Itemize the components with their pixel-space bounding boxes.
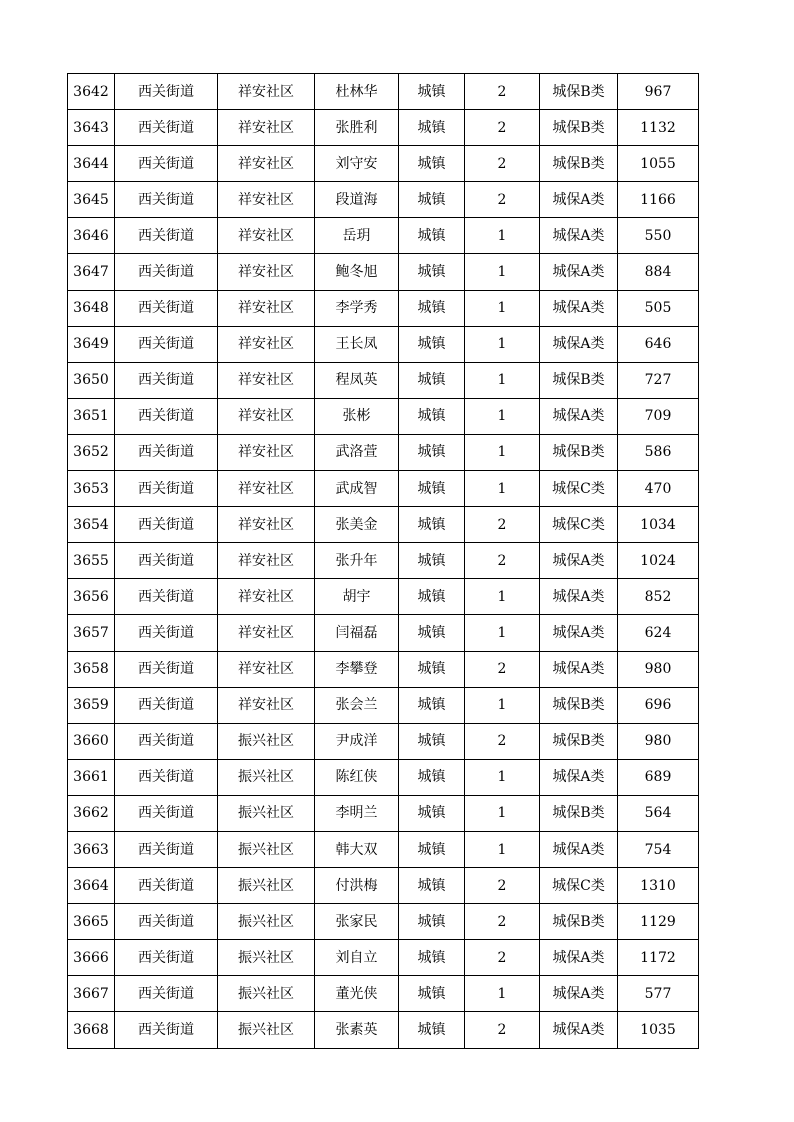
household-size-cell: 2 xyxy=(465,507,540,543)
community-cell: 祥安社区 xyxy=(218,146,315,182)
area-type-cell: 城镇 xyxy=(399,471,465,507)
name-cell: 董光侠 xyxy=(315,976,399,1012)
community-cell: 祥安社区 xyxy=(218,615,315,651)
table-row xyxy=(68,615,699,651)
amount-cell: 564 xyxy=(618,795,699,831)
amount-cell: 577 xyxy=(618,976,699,1012)
subdistrict-cell: 西关街道 xyxy=(115,290,218,326)
name-cell: 胡宇 xyxy=(315,579,399,615)
record-number-cell: 3659 xyxy=(68,687,115,723)
household-size-cell: 1 xyxy=(465,831,540,867)
insurance-category-cell: 城保B类 xyxy=(540,434,618,470)
subdistrict-cell: 西关街道 xyxy=(115,398,218,434)
insurance-category-cell: 城保A类 xyxy=(540,940,618,976)
community-cell: 祥安社区 xyxy=(218,507,315,543)
name-cell: 武成智 xyxy=(315,471,399,507)
subdistrict-cell: 西关街道 xyxy=(115,868,218,904)
amount-cell: 1024 xyxy=(618,543,699,579)
name-cell: 刘自立 xyxy=(315,940,399,976)
name-cell: 王长凤 xyxy=(315,326,399,362)
household-size-cell: 2 xyxy=(465,74,540,110)
subdistrict-cell: 西关街道 xyxy=(115,146,218,182)
table-row xyxy=(68,471,699,507)
subdistrict-cell: 西关街道 xyxy=(115,904,218,940)
household-size-cell: 1 xyxy=(465,471,540,507)
record-number-cell: 3645 xyxy=(68,182,115,218)
amount-cell: 646 xyxy=(618,326,699,362)
community-cell: 祥安社区 xyxy=(218,326,315,362)
table-row xyxy=(68,182,699,218)
household-size-cell: 2 xyxy=(465,651,540,687)
amount-cell: 1166 xyxy=(618,182,699,218)
household-size-cell: 1 xyxy=(465,615,540,651)
subdistrict-cell: 西关街道 xyxy=(115,687,218,723)
community-cell: 祥安社区 xyxy=(218,362,315,398)
household-size-cell: 2 xyxy=(465,543,540,579)
household-size-cell: 2 xyxy=(465,146,540,182)
name-cell: 尹成洋 xyxy=(315,723,399,759)
area-type-cell: 城镇 xyxy=(399,182,465,218)
name-cell: 张素英 xyxy=(315,1012,399,1048)
insurance-category-cell: 城保B类 xyxy=(540,74,618,110)
area-type-cell: 城镇 xyxy=(399,218,465,254)
record-number-cell: 3648 xyxy=(68,290,115,326)
table-row xyxy=(68,868,699,904)
area-type-cell: 城镇 xyxy=(399,759,465,795)
household-size-cell: 2 xyxy=(465,110,540,146)
record-number-cell: 3664 xyxy=(68,868,115,904)
table-row xyxy=(68,651,699,687)
amount-cell: 967 xyxy=(618,74,699,110)
table-row xyxy=(68,904,699,940)
record-number-cell: 3643 xyxy=(68,110,115,146)
household-size-cell: 2 xyxy=(465,1012,540,1048)
subdistrict-cell: 西关街道 xyxy=(115,434,218,470)
table-row xyxy=(68,976,699,1012)
record-number-cell: 3657 xyxy=(68,615,115,651)
table-row xyxy=(68,146,699,182)
amount-cell: 884 xyxy=(618,254,699,290)
subdistrict-cell: 西关街道 xyxy=(115,74,218,110)
record-number-cell: 3665 xyxy=(68,904,115,940)
insurance-category-cell: 城保A类 xyxy=(540,651,618,687)
insurance-category-cell: 城保A类 xyxy=(540,182,618,218)
household-size-cell: 2 xyxy=(465,904,540,940)
community-cell: 振兴社区 xyxy=(218,1012,315,1048)
area-type-cell: 城镇 xyxy=(399,398,465,434)
name-cell: 武洛萱 xyxy=(315,434,399,470)
household-size-cell: 1 xyxy=(465,326,540,362)
area-type-cell: 城镇 xyxy=(399,74,465,110)
name-cell: 张升年 xyxy=(315,543,399,579)
household-size-cell: 1 xyxy=(465,579,540,615)
amount-cell: 1310 xyxy=(618,868,699,904)
insurance-category-cell: 城保A类 xyxy=(540,543,618,579)
area-type-cell: 城镇 xyxy=(399,434,465,470)
amount-cell: 550 xyxy=(618,218,699,254)
community-cell: 振兴社区 xyxy=(218,795,315,831)
subdistrict-cell: 西关街道 xyxy=(115,940,218,976)
household-size-cell: 1 xyxy=(465,398,540,434)
amount-cell: 505 xyxy=(618,290,699,326)
record-number-cell: 3647 xyxy=(68,254,115,290)
name-cell: 张家民 xyxy=(315,904,399,940)
name-cell: 杜林华 xyxy=(315,74,399,110)
amount-cell: 1055 xyxy=(618,146,699,182)
household-size-cell: 2 xyxy=(465,723,540,759)
area-type-cell: 城镇 xyxy=(399,904,465,940)
table-row xyxy=(68,326,699,362)
subdistrict-cell: 西关街道 xyxy=(115,976,218,1012)
insurance-category-cell: 城保B类 xyxy=(540,723,618,759)
table-row xyxy=(68,795,699,831)
amount-cell: 980 xyxy=(618,723,699,759)
household-size-cell: 1 xyxy=(465,759,540,795)
table-row xyxy=(68,687,699,723)
insurance-category-cell: 城保A类 xyxy=(540,615,618,651)
insurance-category-cell: 城保A类 xyxy=(540,254,618,290)
community-cell: 振兴社区 xyxy=(218,759,315,795)
table-row xyxy=(68,579,699,615)
record-number-cell: 3654 xyxy=(68,507,115,543)
record-number-cell: 3660 xyxy=(68,723,115,759)
insurance-category-cell: 城保A类 xyxy=(540,290,618,326)
name-cell: 岳玥 xyxy=(315,218,399,254)
name-cell: 鲍冬旭 xyxy=(315,254,399,290)
amount-cell: 624 xyxy=(618,615,699,651)
community-cell: 振兴社区 xyxy=(218,904,315,940)
community-cell: 祥安社区 xyxy=(218,74,315,110)
area-type-cell: 城镇 xyxy=(399,110,465,146)
record-number-cell: 3655 xyxy=(68,543,115,579)
table-row xyxy=(68,831,699,867)
insurance-category-cell: 城保A类 xyxy=(540,831,618,867)
table-row xyxy=(68,543,699,579)
name-cell: 闫福磊 xyxy=(315,615,399,651)
subdistrict-cell: 西关街道 xyxy=(115,615,218,651)
table-row xyxy=(68,759,699,795)
insurance-category-cell: 城保C类 xyxy=(540,471,618,507)
community-cell: 祥安社区 xyxy=(218,182,315,218)
table-row xyxy=(68,398,699,434)
name-cell: 张会兰 xyxy=(315,687,399,723)
insurance-category-cell: 城保A类 xyxy=(540,1012,618,1048)
name-cell: 陈红侠 xyxy=(315,759,399,795)
area-type-cell: 城镇 xyxy=(399,868,465,904)
name-cell: 张胜利 xyxy=(315,110,399,146)
record-number-cell: 3666 xyxy=(68,940,115,976)
community-cell: 祥安社区 xyxy=(218,579,315,615)
name-cell: 张美金 xyxy=(315,507,399,543)
amount-cell: 1172 xyxy=(618,940,699,976)
name-cell: 李学秀 xyxy=(315,290,399,326)
area-type-cell: 城镇 xyxy=(399,326,465,362)
record-number-cell: 3668 xyxy=(68,1012,115,1048)
community-cell: 祥安社区 xyxy=(218,651,315,687)
subdistrict-cell: 西关街道 xyxy=(115,362,218,398)
insurance-category-cell: 城保A类 xyxy=(540,759,618,795)
community-cell: 振兴社区 xyxy=(218,976,315,1012)
community-cell: 祥安社区 xyxy=(218,254,315,290)
household-size-cell: 1 xyxy=(465,218,540,254)
area-type-cell: 城镇 xyxy=(399,362,465,398)
insurance-category-cell: 城保B类 xyxy=(540,795,618,831)
insurance-category-cell: 城保A类 xyxy=(540,326,618,362)
record-number-cell: 3663 xyxy=(68,831,115,867)
table-row xyxy=(68,723,699,759)
name-cell: 段道海 xyxy=(315,182,399,218)
table-row xyxy=(68,940,699,976)
community-cell: 祥安社区 xyxy=(218,398,315,434)
record-number-cell: 3653 xyxy=(68,471,115,507)
amount-cell: 709 xyxy=(618,398,699,434)
subdistrict-cell: 西关街道 xyxy=(115,218,218,254)
subdistrict-cell: 西关街道 xyxy=(115,110,218,146)
name-cell: 程凤英 xyxy=(315,362,399,398)
area-type-cell: 城镇 xyxy=(399,723,465,759)
insurance-category-cell: 城保A类 xyxy=(540,976,618,1012)
record-number-cell: 3662 xyxy=(68,795,115,831)
household-size-cell: 1 xyxy=(465,362,540,398)
insurance-category-cell: 城保A类 xyxy=(540,218,618,254)
record-number-cell: 3651 xyxy=(68,398,115,434)
subdistrict-cell: 西关街道 xyxy=(115,543,218,579)
amount-cell: 1034 xyxy=(618,507,699,543)
area-type-cell: 城镇 xyxy=(399,687,465,723)
area-type-cell: 城镇 xyxy=(399,651,465,687)
record-number-cell: 3650 xyxy=(68,362,115,398)
name-cell: 李攀登 xyxy=(315,651,399,687)
community-cell: 振兴社区 xyxy=(218,940,315,976)
record-number-cell: 3667 xyxy=(68,976,115,1012)
household-size-cell: 1 xyxy=(465,795,540,831)
household-size-cell: 1 xyxy=(465,290,540,326)
area-type-cell: 城镇 xyxy=(399,290,465,326)
community-cell: 祥安社区 xyxy=(218,110,315,146)
area-type-cell: 城镇 xyxy=(399,615,465,651)
subdistrict-cell: 西关街道 xyxy=(115,579,218,615)
household-size-cell: 2 xyxy=(465,182,540,218)
subdistrict-cell: 西关街道 xyxy=(115,507,218,543)
name-cell: 张彬 xyxy=(315,398,399,434)
name-cell: 李明兰 xyxy=(315,795,399,831)
area-type-cell: 城镇 xyxy=(399,831,465,867)
record-number-cell: 3644 xyxy=(68,146,115,182)
household-size-cell: 2 xyxy=(465,940,540,976)
table-row xyxy=(68,254,699,290)
amount-cell: 696 xyxy=(618,687,699,723)
insurance-category-cell: 城保C类 xyxy=(540,868,618,904)
area-type-cell: 城镇 xyxy=(399,579,465,615)
data-table xyxy=(67,73,699,1049)
area-type-cell: 城镇 xyxy=(399,507,465,543)
amount-cell: 727 xyxy=(618,362,699,398)
insurance-category-cell: 城保C类 xyxy=(540,507,618,543)
insurance-category-cell: 城保B类 xyxy=(540,687,618,723)
table-row xyxy=(68,290,699,326)
insurance-category-cell: 城保B类 xyxy=(540,110,618,146)
name-cell: 付洪梅 xyxy=(315,868,399,904)
subdistrict-cell: 西关街道 xyxy=(115,723,218,759)
household-size-cell: 2 xyxy=(465,868,540,904)
insurance-category-cell: 城保A类 xyxy=(540,398,618,434)
amount-cell: 1132 xyxy=(618,110,699,146)
subdistrict-cell: 西关街道 xyxy=(115,326,218,362)
record-number-cell: 3658 xyxy=(68,651,115,687)
household-size-cell: 1 xyxy=(465,254,540,290)
table-row xyxy=(68,362,699,398)
household-size-cell: 1 xyxy=(465,687,540,723)
amount-cell: 1129 xyxy=(618,904,699,940)
area-type-cell: 城镇 xyxy=(399,976,465,1012)
record-number-cell: 3646 xyxy=(68,218,115,254)
table-body xyxy=(68,74,699,1049)
insurance-category-cell: 城保B类 xyxy=(540,362,618,398)
area-type-cell: 城镇 xyxy=(399,146,465,182)
insurance-category-cell: 城保B类 xyxy=(540,904,618,940)
household-size-cell: 1 xyxy=(465,976,540,1012)
record-number-cell: 3656 xyxy=(68,579,115,615)
area-type-cell: 城镇 xyxy=(399,254,465,290)
insurance-category-cell: 城保A类 xyxy=(540,579,618,615)
subdistrict-cell: 西关街道 xyxy=(115,795,218,831)
table-row xyxy=(68,74,699,110)
table-row xyxy=(68,507,699,543)
subdistrict-cell: 西关街道 xyxy=(115,182,218,218)
community-cell: 祥安社区 xyxy=(218,218,315,254)
area-type-cell: 城镇 xyxy=(399,1012,465,1048)
subdistrict-cell: 西关街道 xyxy=(115,254,218,290)
amount-cell: 586 xyxy=(618,434,699,470)
table-row xyxy=(68,110,699,146)
subdistrict-cell: 西关街道 xyxy=(115,651,218,687)
record-number-cell: 3649 xyxy=(68,326,115,362)
community-cell: 祥安社区 xyxy=(218,543,315,579)
amount-cell: 1035 xyxy=(618,1012,699,1048)
household-size-cell: 1 xyxy=(465,434,540,470)
community-cell: 祥安社区 xyxy=(218,434,315,470)
name-cell: 韩大双 xyxy=(315,831,399,867)
record-number-cell: 3652 xyxy=(68,434,115,470)
community-cell: 振兴社区 xyxy=(218,868,315,904)
amount-cell: 980 xyxy=(618,651,699,687)
table-row xyxy=(68,434,699,470)
amount-cell: 852 xyxy=(618,579,699,615)
community-cell: 振兴社区 xyxy=(218,723,315,759)
subdistrict-cell: 西关街道 xyxy=(115,759,218,795)
area-type-cell: 城镇 xyxy=(399,795,465,831)
amount-cell: 689 xyxy=(618,759,699,795)
subdistrict-cell: 西关街道 xyxy=(115,1012,218,1048)
name-cell: 刘守安 xyxy=(315,146,399,182)
table-row xyxy=(68,218,699,254)
community-cell: 祥安社区 xyxy=(218,471,315,507)
subdistrict-cell: 西关街道 xyxy=(115,831,218,867)
subdistrict-cell: 西关街道 xyxy=(115,471,218,507)
area-type-cell: 城镇 xyxy=(399,543,465,579)
community-cell: 祥安社区 xyxy=(218,290,315,326)
amount-cell: 470 xyxy=(618,471,699,507)
community-cell: 振兴社区 xyxy=(218,831,315,867)
amount-cell: 754 xyxy=(618,831,699,867)
area-type-cell: 城镇 xyxy=(399,940,465,976)
table-row xyxy=(68,1012,699,1048)
record-number-cell: 3661 xyxy=(68,759,115,795)
community-cell: 祥安社区 xyxy=(218,687,315,723)
insurance-category-cell: 城保B类 xyxy=(540,146,618,182)
record-number-cell: 3642 xyxy=(68,74,115,110)
